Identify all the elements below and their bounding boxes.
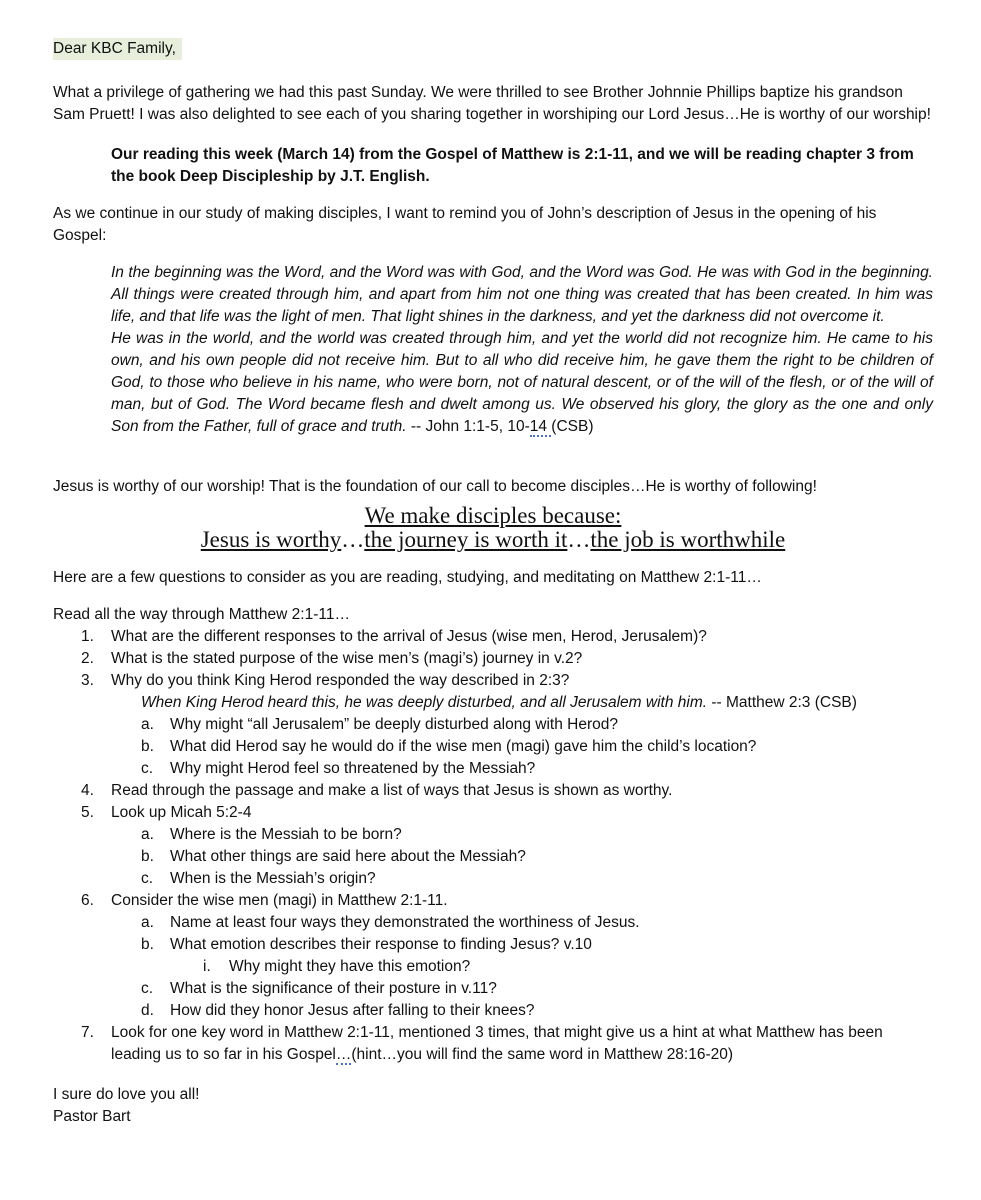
salutation-row — [53, 38, 933, 60]
continue-paragraph: As we continue in our study of making disciples, I want to remind you of John’s description of Jesus in the opening of his Gospel: — [53, 205, 877, 244]
scripture-paragraph-1: In the beginning was the Word, and the Word was with God, and the Word was God. He was with God in the beginning. All things were created through him, and apart from him not one thing was created that has been created. In him was life, and that life was the light of men. That light shines in the darkness, and yet the darkness did not overcome it. — [111, 264, 933, 325]
question-5c: c. When is the Messiah’s origin? — [141, 870, 376, 887]
read-through: Read all the way through Matthew 2:1-11… — [53, 606, 350, 623]
question-3a: a. Why might “all Jerusalem” be deeply disturbed along with Herod? — [141, 716, 618, 733]
reading-note: Our reading this week (March 14) from the Gospel of Matthew is 2:1-11, and we will be reading chapter 3 from the book Deep Discipleship by J.T. English. — [111, 146, 914, 185]
scripture-paragraph-2 — [111, 328, 933, 438]
question-1: 1. What are the different responses to the arrival of Jesus (wise men, Herod, Jerusalem)? — [81, 628, 707, 645]
question-list — [53, 626, 933, 1066]
salutation: Dear KBC Family, — [53, 38, 182, 60]
question-6b-i: i. Why might they have this emotion? — [203, 958, 471, 975]
scripture-reference: -- John 1:1-5, 10-14 (CSB) — [406, 418, 594, 435]
disciples-title-line-2: Jesus is worthy…the journey is worth it…the job is worthwhile — [200, 527, 786, 552]
question-6c: c. What is the significance of their posture in v.11? — [141, 980, 497, 997]
signature: Pastor Bart — [53, 1108, 131, 1125]
scripture-paragraph-2-text: He was in the world, and the world was created through him, and yet the world did not recognize him. He came to his own, and his own people did not receive him. But to all who did receive him, he gave them the right to be children of God, to those who believe in his name, who were born, not of natural descent, or of the will of the flesh, or of the will of man, but of God. The Word became flesh and dwelt among us. We observed his glory, the glory as the one and only Son from the Father, full of grace and truth. — [111, 330, 933, 435]
question-2: 2. What is the stated purpose of the wise men’s (magi’s) journey in v.2? — [81, 650, 583, 667]
closing-line: I sure do love you all! — [53, 1086, 200, 1103]
question-3c: c. Why might Herod feel so threatened by the Messiah? — [141, 760, 536, 777]
question-6b: b. What emotion describes their response to finding Jesus? v.10 — [141, 936, 592, 953]
question-5a: a. Where is the Messiah to be born? — [141, 826, 402, 843]
question-3b: b. What did Herod say he would do if the wise men (magi) gave him the child’s location? — [141, 738, 757, 755]
letter-page — [53, 38, 933, 1128]
question-5: 5. Look up Micah 5:2-4 — [81, 804, 252, 821]
question-3: 3. Why do you think King Herod responded the way described in 2:3? — [81, 672, 570, 689]
worthy-paragraph: Jesus is worthy of our worship! That is the foundation of our call to become disciples…He is worthy of following! — [53, 478, 817, 495]
question-6a: a. Name at least four ways they demonstrated the worthiness of Jesus. — [141, 914, 640, 931]
question-3-quote: When King Herod heard this, he was deeply disturbed, and all Jerusalem with him. -- Matthew 2:3 (CSB) — [141, 694, 857, 711]
disciples-title-line-1: We make disciples because: — [364, 503, 622, 528]
question-6: 6. Consider the wise men (magi) in Matthew 2:1-11. — [81, 892, 448, 909]
intro-paragraph: What a privilege of gathering we had this past Sunday. We were thrilled to see Brother Johnnie Phillips baptize his grandson Sam Pruett! I was also delighted to see each of you sharing together in worshiping our Lord Jesus…He is worthy of our worship! — [53, 84, 931, 123]
questions-intro: Here are a few questions to consider as you are reading, studying, and meditating on Matthew 2:1-11… — [53, 569, 762, 586]
question-6d: d. How did they honor Jesus after falling to their knees? — [141, 1002, 535, 1019]
question-4: 4. Read through the passage and make a list of ways that Jesus is shown as worthy. — [81, 782, 673, 799]
question-7: 7. Look for one key word in Matthew 2:1-11, mentioned 3 times, that might give us a hint at what Matthew has been leading us to so far in his Gospel…(hint…you will find the same word in Matthew 28:16-20) — [81, 1024, 883, 1063]
question-5b: b. What other things are said here about the Messiah? — [141, 848, 526, 865]
